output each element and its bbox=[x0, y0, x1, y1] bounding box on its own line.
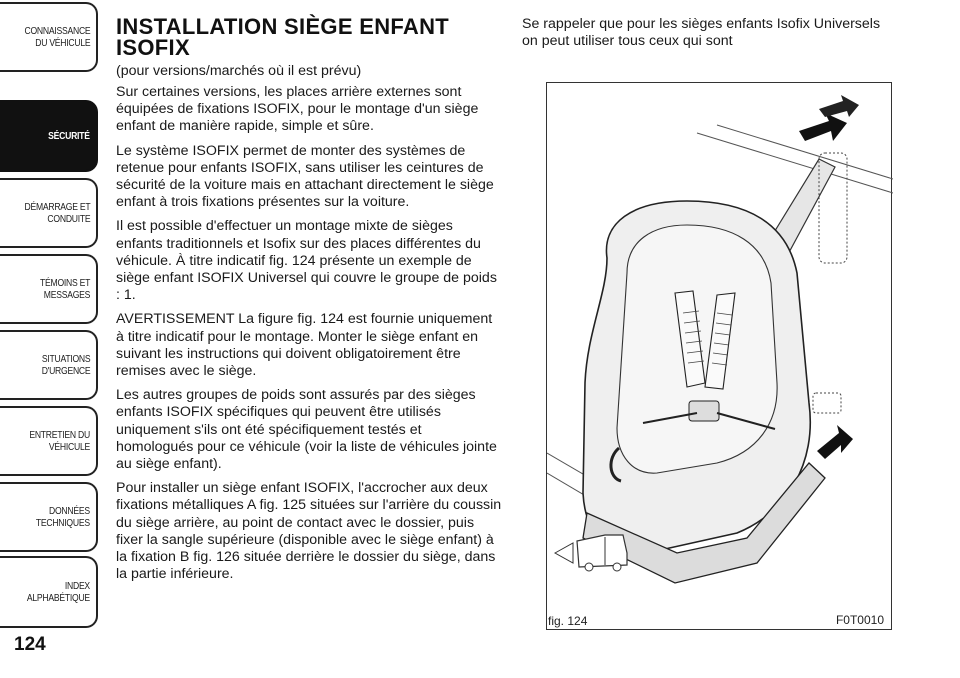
tab-situations-urgence[interactable]: SITUATIONS D'URGENCE bbox=[0, 330, 98, 400]
paragraph-1: Sur certaines versions, les places arrière externes sont équipées de fixations ISOFIX, pour le montage d'un siège enfant de manière rapide, simple et sûre. bbox=[116, 84, 479, 135]
tab-securite[interactable]: SÉCURITÉ bbox=[0, 100, 98, 172]
tab-temoins-messages[interactable]: TÉMOINS ET MESSAGES bbox=[0, 254, 98, 324]
figure-124 bbox=[546, 82, 892, 630]
paragraph-6: Pour installer un siège enfant ISOFIX, l'accrocher aux deux fixations métalliques A fig. 125 situées sur l'arrière du coussin du siège arrière, au point de contact avec le dossier, puis fixer la sangle supérieure (disponible avec le siège enfant) à la fixation B fig. 126 située derrière le dossier du siège, dans la partie inférieure. bbox=[116, 480, 502, 583]
figure-code: F0T0010 bbox=[835, 613, 884, 627]
tab-demarrage-conduite[interactable]: DÉMARRAGE ET CONDUITE bbox=[0, 178, 98, 248]
paragraph-warning: AVERTISSEMENT La figure fig. 124 est fournie uniquement à titre indicatif pour le montage. Monter le siège enfant en suivant les instructions qui doivent obligatoirement être remises avec le siège. bbox=[116, 311, 493, 380]
main-text-column bbox=[116, 16, 502, 590]
tab-entretien-vehicule[interactable]: ENTRETIEN DU VÉHICULE bbox=[0, 406, 98, 476]
tab-donnees-techniques[interactable]: DONNÉES TECHNIQUES bbox=[0, 482, 98, 552]
paragraph-2: Le système ISOFIX permet de monter des systèmes de retenue pour enfants ISOFIX, sans utiliser les ceintures de sécurité de la voiture mais en attachant directement le siège enfant à trois fixations présentes sur la voiture. bbox=[116, 142, 494, 211]
page-number: 124 bbox=[14, 634, 46, 655]
vehicle-orientation-icon bbox=[555, 535, 627, 571]
figure-label: fig. 124 bbox=[548, 614, 588, 628]
right-text-column bbox=[522, 16, 892, 50]
paragraph-3: Il est possible d'effectuer un montage mixte de sièges enfants traditionnels et Isofix sur des places différentes du véhicule. À titre indicatif fig. 124 présente un exemple de siège enfant ISOFIX Universel qui couvre le groupe de poids : 1. bbox=[116, 218, 497, 304]
section-title: INSTALLATION SIÈGE ENFANT ISOFIX bbox=[116, 14, 450, 60]
child-seat-illustration bbox=[547, 83, 893, 631]
section-subtitle: (pour versions/marchés où il est prévu) bbox=[116, 63, 362, 79]
paragraph-5: Les autres groupes de poids sont assurés par des sièges enfants ISOFIX spécifiques qui peuvent être utilisés uniquement s'ils ont été spécifiquement testés et homologués pour ce véhicule (voir la liste de véhicules jointe au siège enfant). bbox=[116, 387, 497, 473]
tab-connaissance-vehicule[interactable]: CONNAISSANCE DU VÉHICULE bbox=[0, 2, 98, 72]
right-paragraph: Se rappeler que pour les sièges enfants Isofix Universels on peut utiliser tous ceux qui sont bbox=[522, 16, 881, 50]
tab-index-alphabetique[interactable]: INDEX ALPHABÉTIQUE bbox=[0, 556, 98, 628]
